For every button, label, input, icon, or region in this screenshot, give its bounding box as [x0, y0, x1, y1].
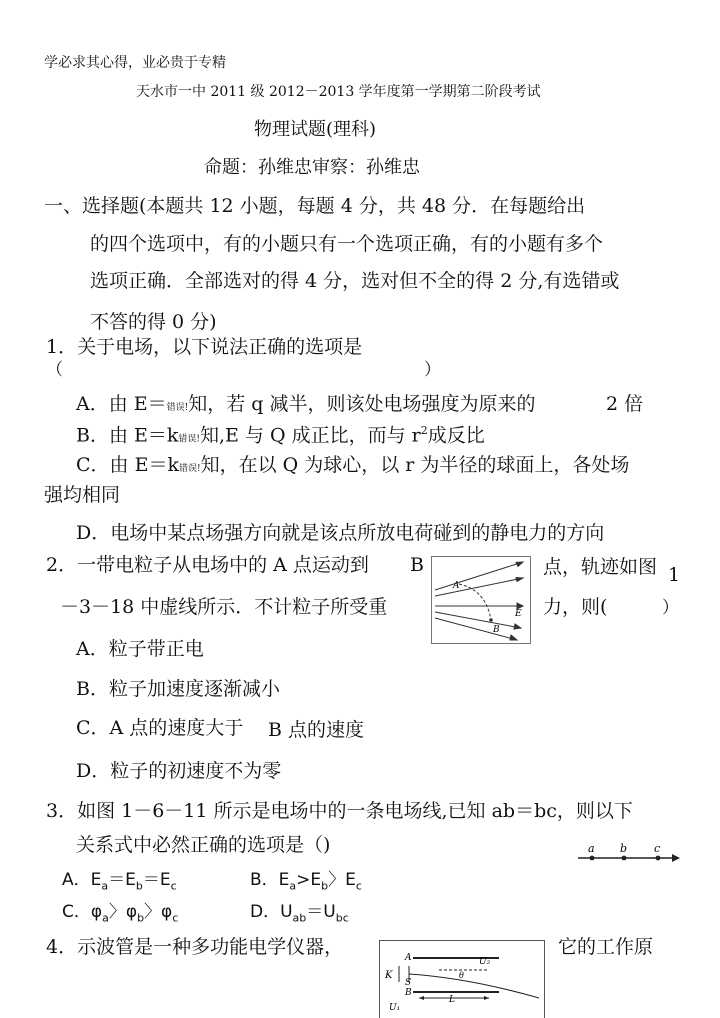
q3-fig-label-a: a: [588, 842, 595, 855]
q2-option-c: C．A 点的速度大于: [76, 717, 244, 739]
q1-option-b-sup: 2: [420, 424, 428, 437]
section1-line3: 选项正确．全部选对的得 4 分，选对但不全的得 2 分,有选错或: [90, 270, 620, 292]
q2-trajectory: [459, 584, 491, 620]
q1-option-a-error: 错误!: [166, 403, 189, 413]
q1-stem: 1．关于电场，以下说法正确的选项是: [46, 336, 363, 358]
q2-fig-label-a: A: [453, 581, 460, 591]
q1-option-b-error: 错误!: [178, 434, 201, 445]
section1-line4: 不答的得 0 分): [90, 311, 217, 333]
q2-fig-label-e: E: [515, 609, 522, 619]
subject-title: 物理试题(理科): [254, 119, 377, 140]
q4-stem-end: 它的工作原: [558, 936, 654, 958]
q3-fig-label-b: b: [620, 842, 628, 855]
q4-fig-label-u2: U₂: [479, 957, 491, 967]
q3-fig-label-c: c: [654, 842, 661, 855]
q2-field-figure: [431, 556, 531, 644]
q1-option-a-rest: 知，若 q 减半，则该处电场强度为原来的: [188, 393, 536, 415]
q1-option-c-label: C．由 E＝k: [76, 454, 179, 476]
q4-fig-label-a: A: [405, 953, 412, 963]
q4-fig-label-theta: θ: [459, 971, 464, 980]
q1-option-b-end: 成反比: [427, 424, 485, 447]
q1-option-a-label: A．由 E＝: [76, 393, 167, 415]
q3-line2: 关系式中必然正确的选项是（): [76, 834, 331, 856]
q2-option-d: D．粒子的初速度不为零: [76, 760, 282, 782]
q4-stem: 4．示波管是一种多功能电学仪器，: [46, 936, 344, 958]
q4-oscilloscope-figure: [379, 940, 545, 1018]
q3-stem: 3．如图 1－6－11 所示是电场中的一条电场线,已知 ab＝bc，则以下: [46, 800, 633, 822]
exam-title: 天水市一中 2011 级 2012－2013 学年度第一学期第二阶段考试: [136, 84, 541, 100]
q4-fig-label-u1: U₁: [389, 1003, 401, 1013]
q2-stem-end: 点，轨迹如图: [543, 556, 658, 578]
q3-option-a: A．$E_a=E_b=E_c$: [62, 870, 177, 893]
q2-option-c-end: B 点的速度: [268, 719, 365, 741]
q2-margin-number: 1: [668, 564, 681, 586]
q2-option-b: B．粒子加速度逐渐减小: [76, 678, 280, 700]
q1-option-c-line2: 强均相同: [44, 484, 121, 506]
q1-option-c-error: 错误!: [178, 464, 201, 474]
q3-option-c: C．$\varphi_a$〉$\varphi_b$〉$\varphi_c$: [62, 902, 179, 925]
q4-fig-label-k: K: [385, 970, 393, 981]
q4-fig-label-s: S: [405, 978, 412, 988]
q2-stem: 2．一带电粒子从电场中的 A 点运动到: [46, 554, 369, 576]
q4-fig-label-b: B: [405, 988, 412, 998]
q1-option-c: [76, 456, 629, 475]
q1-option-a-end: 2 倍: [606, 393, 644, 415]
q2-line2: －3－18 中虚线所示．不计粒子所受重: [60, 596, 388, 618]
q1-paren-open: （: [46, 360, 63, 380]
q2-paren-close: ）: [662, 598, 679, 618]
q2-option-a: A．粒子带正电: [76, 638, 204, 660]
q1-option-a: [76, 395, 536, 414]
q1-option-c-rest: 知，在以 Q 为球心，以 r 为半径的球面上，各处场: [200, 454, 630, 476]
header-note: 学必求其心得，业必贵于专精: [44, 55, 226, 71]
q1-paren-close: ）: [424, 360, 441, 380]
q3-option-d: D．$U_{ab}=U_{bc}$: [250, 902, 349, 925]
q4-fig-label-l: L: [449, 995, 455, 1005]
q1-option-b: [76, 425, 485, 445]
section1-line1: 一、选择题(本题共 12 小题，每题 4 分，共 48 分．在每题给出: [44, 195, 586, 217]
q1-option-b-label: B．由 E＝k: [76, 424, 179, 447]
q3-field-line-figure: [576, 842, 682, 868]
q2-fig-label-b: B: [493, 625, 500, 635]
authors-line: 命题：孙维忠审察：孙维忠: [204, 157, 420, 178]
q2-line2-end: 力，则(: [543, 596, 608, 618]
q1-option-d: D．电场中某点场强方向就是该点所放电荷碰到的静电力的方向: [76, 522, 605, 544]
section1-line2: 的四个选项中，有的小题只有一个选项正确，有的小题有多个: [90, 233, 604, 255]
q3-option-b: B．$E_a>E_b$〉$E_c$: [250, 870, 362, 893]
q2-stem-b: B: [410, 554, 424, 576]
q1-option-b-rest: 知,E 与 Q 成正比，而与 r: [200, 424, 421, 447]
